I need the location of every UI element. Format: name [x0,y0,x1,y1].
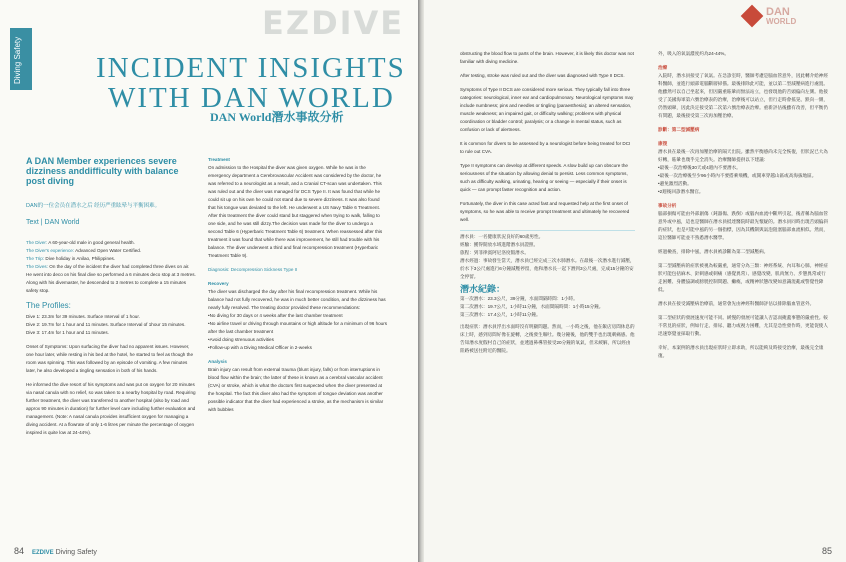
left-footer [14,546,97,556]
recovery-paragraph: The diver was discharged the day after his final recompression treatment. While his balance had not fully recovered, he was in much better condition, and the dizziness has nearly fully resolved. The treating doctor provided these recommendations: [208,289,386,310]
hospital-paragraph: He informed the dive resort of his symptoms and was put on oxygen for 20 minutes via nasal canula with no relief, so was taken to a nearby hospital by road. Requiring further treatment, the diver was transferred to another hospital (also by road and approx 90 minutes in duration) for further level care including further evaluation and management. (Note: A nasal canula provides insufficient oxygen for managing a diving accident. At a flowrate of only 1-6 litres per minute the percentage of oxygen inspired is quite low at 24-44%). [26,382,196,435]
footer-section: Diving Safety [55,549,97,556]
analysis-heading: Analysis [208,359,227,364]
cn-recommendation: •最後一次治療後至少96小時內不要搭乘飛機，或開車穿越山區或高海拔地區。 [658,173,817,178]
dan-world-logo [744,6,840,26]
fact-dives: The Dives: On the day of the incident the diver had completed three dives on air. He went into deco on his final dive so performed a 6 minutes deco stop at 3 metres. Along with his divemaster, he descended to 3 metres to complete a 15 minutes safety stop. [26,264,196,293]
treatment-heading: Treatment [208,157,230,162]
recommendation-item: •Avoid doing strenuous activities [208,337,274,342]
profiles-heading: The Profiles: [26,301,71,310]
column-3 [460,50,635,361]
cn-continued: 外，吸入的氧氣濃度約為24-44%。 [658,51,729,56]
chinese-facts [460,230,635,281]
column-1 [26,239,196,443]
cn-fact: 潛水員：一名健康狀況良好的60歲男性。 [460,234,544,239]
section-tab [10,28,32,90]
article-title-line2: WITH DAN WORLD [108,82,395,114]
cn-fact: 經驗：獲得開放水域進階潛水員證照。 [460,242,539,247]
cn-record: 第一次潛水：23.3公尺，39分鐘，水面間隔時間：1小時。 [460,296,578,301]
treatment-paragraph: On admission to the Hospital the diver was given oxygen. While he was in the emergency department a Cerebrovascular Accident was considered by the doctor, he was referred to a neurologist as a result, and a Cranial CT-scan was undertaken. This was ruled out and the diver was managed for DCS Type II. It was found that while he could sit up on his own he could not stand due to severe dizziness. It was also found that his tongue was deviated to the left. He underwent a US Navy Table 6 Treatment. After this treatment the diver could stand but staggered when trying to walk, falling to one side, and he was still dizzy.The decision was made for the diver to undergo a second Table 6 (Hyperbaric Treatment Table 6) treatment. When reassessed after this treatment it was found that while there was improvement, he still had trouble with his balance. The diver underwent a third and final recompression treatment (Hyperbaric Treatment Table 9). [208,165,383,258]
cn-record: 第二次潛水：19.7公尺，1小時11分鐘，水面間隔時間：1小時15分鐘。 [460,304,604,309]
profile-dive-1: Dive 1: 23.3m for 39 minutes. Surface Interval of 1 hour. [26,314,140,319]
section-tab-label: Diving Safety [13,36,22,84]
profile-dive-3: Dive 3: 17.4m for 1 hour and 11 minutes. [26,330,109,335]
cn-analysis-paragraph: 幸好，本案例的潛水員出現症狀時立即求助，所以能夠及時接受治療，最後完全康復。 [658,345,824,358]
left-page [0,0,418,562]
cn-record: 第三次潛水：17.4公尺，1小時11分鐘。 [460,312,541,317]
column-2 [208,156,388,420]
neurologist-paragraph: It is common for divers to be assessed by a neurologist before being treated for DCI to rule out CVA. [460,141,631,154]
cn-analysis-paragraph: 第二型減壓病的症狀被視為較嚴重，通常分為三類：神經系統、內耳和心肺。神經症狀可能包括麻木、針刺感或刺痛（感覺異常）、感覺改變、肌肉無力、步態異常或行走困難、身體協調或膀胱控制問題、癱瘓，或精神狀態改變如意識混亂或警覺性降低。 [658,263,828,292]
dan-diamond-icon [741,5,764,28]
page-number-right: 85 [821,546,832,556]
analysis-continued: obstructing the blood flow to parts of the brain. However, it is likely this doctor was not familiar with diving medicine. [460,51,634,64]
cn-fact: 潛水經過：事故發生當天，潛水員已經完成三次水肺潛水。在最後一次潛水進行減壓，於水下3公尺處進行6分鐘減壓停留，他和潛水長一起下潛到3公尺處，完成15分鐘的安全停留。 [460,258,635,279]
cn-recovery-paragraph: 潛水員在最後一次再加壓治療的隔天出院。雖然平衡感尚未完全恢復，但狀況已大為好轉，眩暈也幾乎完全消失。治療醫師提供以下建議： [658,149,828,162]
onset-speed-paragraph: Type II symptoms can develop at different speeds. A slow build up can obscure the seriousness of the situation by allowing denial to persist. Less common symptoms, such as difficulty walking, urinating, hearing or seeing — especially if their onset is quick — can prompt faster recognition and action. [460,163,628,192]
cn-analysis-heading: 事故分析 [658,203,677,208]
right-page [424,0,846,562]
cn-recommendation: •最後一次治療後30天或4週內不要潛水。 [658,165,741,170]
article-title-line1: INCIDENT INSIGHTS [96,52,406,84]
fact-experience: The Diver's experience: Advanced Open Water Certified. [26,248,142,253]
conclusion-paragraph: Fortunately, the diver in this case acted fast and requested help at the first onset of symptoms, so he was able to receive prompt treatment and ultimately he recovered well. [460,201,630,222]
analysis-paragraph: Brain injury can result from external trauma (blunt injury, falls) or from interruptions in blood flow within the brain; the latter of these is known as a cerebral vascular accident (CVA) or stroke, which is what the doctors first suspected when the diver presented at the hospital. The fact this diver also had the symptom of tongue deviation was another possible indicator that the diver had experienced a stroke, as the mechanism is similar with bubbles [208,367,384,412]
dan-logo-line2: WORLD [766,17,797,26]
footer-logo: EZDIVE [31,550,54,556]
fact-trip: The Trip: Dive holiday in Anilao, Philippines. [26,256,116,261]
profile-dive-2: Dive 2: 19.7m for 1 hour and 11 minutes. Surface Interval of 1hour 15 minutes. [26,322,186,327]
cn-onset-paragraph: 出現症狀：潛水員浮出水面時沒有明顯問題。然而，一小時之後，他在飯店房間休息的床上時，感到房間好像在旋轉，之後發生嘔吐。幾分鐘後，他的雙手也出現刺痛感。他告知潛水度假村自己的症狀，並透過鼻導管接受20分鐘的氧氣，但未緩解，所以經由陸路被送往附近的醫院。 [460,324,635,353]
cn-recommendation: •2週後回診潛水醫官。 [658,189,704,194]
recovery-heading: Recovery [208,281,229,286]
cn-analysis-paragraph: 經過檢查，排除中風，潛水員被診斷為第二型減壓病。 [658,249,769,254]
article-title-chinese: DAN World潛水事故分析 [210,110,344,124]
diagnosis-paragraph: After testing, stroke was ruled out and the diver was diagnosed with Type II DCS. [460,73,625,78]
diagnosis-line: Diagnosis: Decompression Sickness Type II [208,267,298,272]
cn-analysis-paragraph: 第二型症狀的發展速度可能不同。緩慢的發展可能讓人否認而掩蓋事態的嚴重性。較不常見的症狀，例如行走、排尿、聽力或視力困難，尤其是急性發作時，更能促使人迅速察覺並採取行動。 [658,315,828,336]
fact-diver: The Diver: A 60-year-old male in good general health. [26,240,135,245]
cn-treatment-paragraph: 入院時，潛水員接受了氧氣。在急診室時，醫師考慮是腦血管意外，因此轉介給神經科醫師，並進行頭部電腦斷層掃描。最後排除此可能，並以第二型減壓病進行處置。他雖然可以自己坐起來，但因嚴重眩暈而無法站立，也發現他的舌頭偏向左側。他接受了美國海軍第六號治療表的治療，治療後可以站立，但行走時會搖晃、跌向一側，仍然頭暈，因此決定接受第二次第六號治療表治療。重新評估後雖有改善，但平衡仍有問題，最後接受第三次再加壓治療。 [658,73,828,118]
cn-fact: 旅程：到菲律賓阿尼洛度假潛水。 [460,250,529,255]
recommendation-item: •Follow-up with a Diving Medical Officer in 2-weeks [208,345,312,350]
column-4 [658,50,830,366]
recommendation-item: •No airline travel or driving through mountains or high altitude for a minimum of 96 hours after the last chamber treatment [208,321,388,334]
lead-text: A DAN Member experiences severe dizziness anddifficulty with balance post diving [26,156,179,186]
cn-diagnosis-heading: 診斷：第二型減壓病 [658,127,700,132]
lead-text-chinese: DAN的一位会员在潜水之后 经历严重眩晕与平衡困难。 [26,203,161,209]
cn-recovery-heading: 康復 [658,141,668,146]
recommendation-item: •No diving for 30 days or 4 weeks after the last chamber treatment [208,313,343,318]
cn-recommendation: •避免激烈活動。 [658,181,692,186]
cn-treatment-heading: 治療 [658,65,668,70]
symptoms-paragraph: Symptoms of Type II DCS are considered more serious. They typically fall into three categories: neurological, inner ear and cardiopulmonary. Neurological symptoms may include numbness; pins and needles or tingling (paraesthesia); an altered sensation, muscle weakness; an impaired gait, or difficulty walking; problems with physical coordination or bladder control; paralysis; or a change in mental status, such as confusion or lack of alertness. [460,87,634,132]
dan-logo-line1: DAN [766,6,790,18]
onset-paragraph: Onset of Symptoms: Upon surfacing the diver had no apparent issues. However, one hour later, while resting in his bed at the hotel, he started to feel as though the room was spinning. This was followed by an episode of vomiting. A few minutes later, he also developed a tingling sensation in both of his hands. [26,344,194,373]
cn-record-heading: 潛水紀錄： [460,284,506,294]
cn-analysis-paragraph: 潛水員在接受減壓病治療前，通常會先由神經科醫師評估以排除腦血管意外。 [658,301,815,306]
magazine-logo: EZDIVE [262,4,405,42]
cn-analysis-paragraph: 腦部損傷可能由外部創傷（鈍器傷、跌倒）或腦內血流中斷所引起，後者稱為腦血管意外或中風，這也是醫師在潛水員抵達醫院時最先懷疑的。潛水員同時出現舌頭偏斜的症狀，也是可能中風的另一個指標，因為其機制與氣泡阻塞腦部血流相似。然而，這位醫師可能並不熟悉潛水醫學。 [658,211,828,240]
page-number-left: 84 [14,546,25,556]
byline: Text | DAN World [26,219,80,226]
